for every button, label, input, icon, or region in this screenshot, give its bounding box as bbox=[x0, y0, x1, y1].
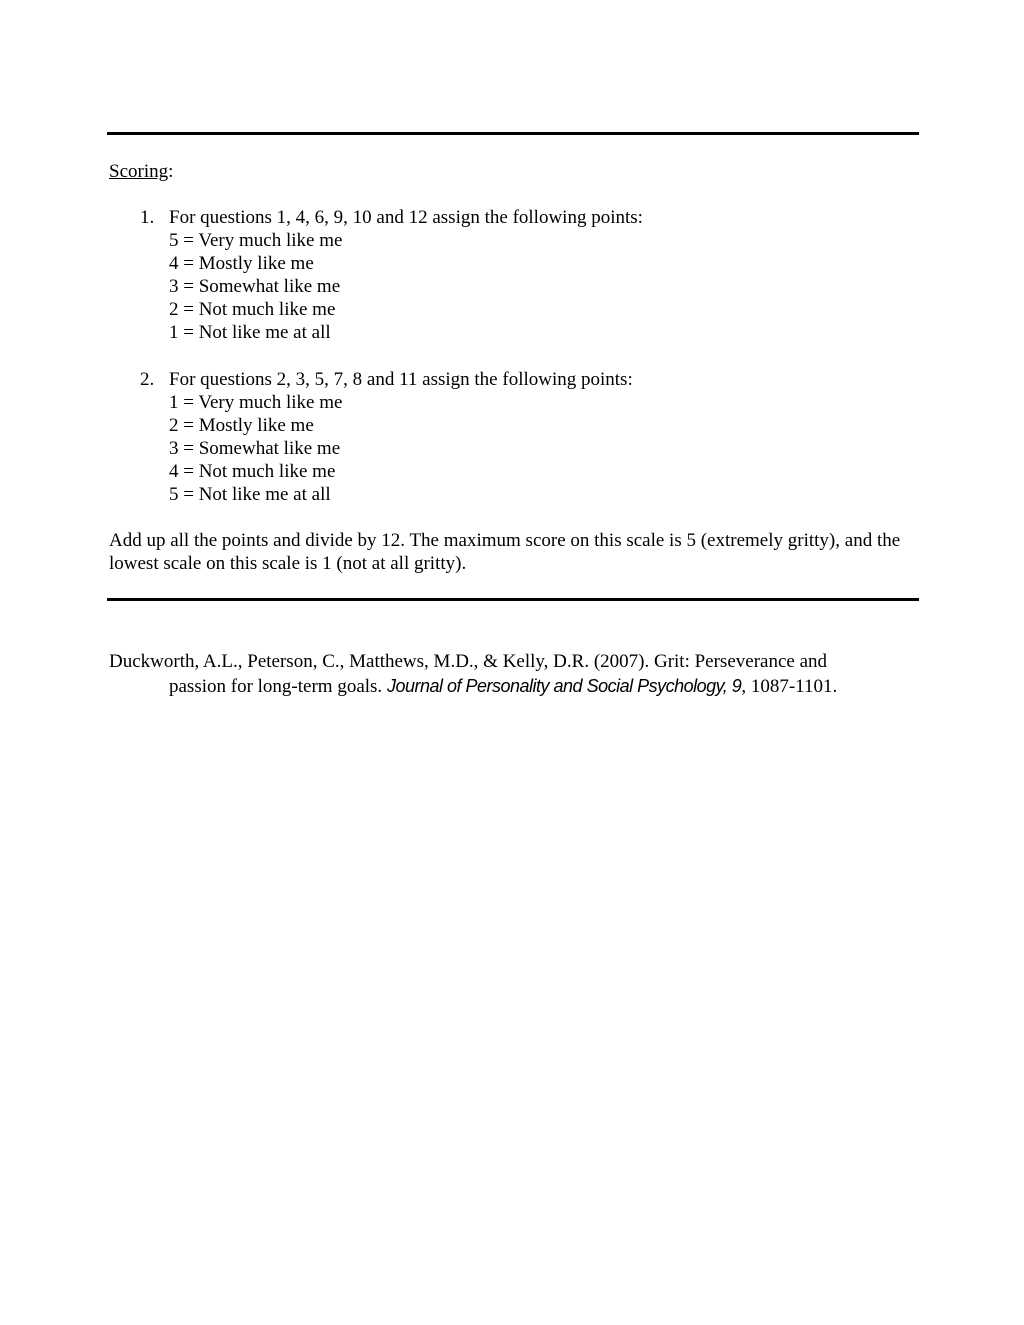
list-number: 1. bbox=[140, 207, 155, 228]
scoring-item-1 bbox=[109, 206, 909, 344]
scoring-heading-colon: : bbox=[168, 161, 174, 182]
point-value-text: 2 = Not much like me bbox=[169, 299, 336, 320]
point-row bbox=[109, 275, 909, 298]
point-value-text: 3 = Somewhat like me bbox=[169, 438, 341, 459]
point-row bbox=[109, 483, 909, 506]
scoring-item-instruction: For questions 2, 3, 5, 7, 8 and 11 assign the following points: bbox=[169, 369, 633, 390]
reference-authors-line: Duckworth, A.L., Peterson, C., Matthews, M.D., & Kelly, D.R. (2007). Grit: Perseverance and bbox=[109, 651, 828, 672]
reference-pages: , 1087-1101. bbox=[741, 676, 838, 697]
bottom-divider bbox=[107, 598, 919, 601]
list-number: 2. bbox=[140, 369, 155, 390]
point-row bbox=[109, 437, 909, 460]
scoring-summary: Add up all the points and divide by 12. The maximum score on this scale is 5 (extremely gritty), and the lowest scale on this scale is 1 (not at all gritty). bbox=[109, 530, 901, 574]
reference-citation bbox=[109, 649, 899, 699]
reference-title-continuation: passion for long-term goals. bbox=[169, 676, 387, 697]
point-value-text: 5 = Very much like me bbox=[169, 230, 343, 251]
point-value-text: 5 = Not like me at all bbox=[169, 484, 331, 505]
point-row bbox=[109, 321, 909, 344]
reference-title-line bbox=[109, 674, 899, 699]
scoring-item-2-instruction-line bbox=[109, 368, 909, 391]
scoring-item-2 bbox=[109, 368, 909, 506]
point-value-text: 3 = Somewhat like me bbox=[169, 276, 341, 297]
scoring-heading-label: Scoring bbox=[109, 161, 169, 182]
point-value-text: 1 = Not like me at all bbox=[169, 322, 331, 343]
point-value-text: 2 = Mostly like me bbox=[169, 415, 314, 436]
point-row bbox=[109, 414, 909, 437]
reference-journal: Journal of Personality and Social Psychology, 9 bbox=[386, 676, 742, 696]
point-value-text: 4 = Not much like me bbox=[169, 461, 336, 482]
point-value-text: 1 = Very much like me bbox=[169, 392, 343, 413]
point-row bbox=[109, 460, 909, 483]
point-row bbox=[109, 252, 909, 275]
scoring-item-instruction: For questions 1, 4, 6, 9, 10 and 12 assign the following points: bbox=[169, 207, 643, 228]
point-row bbox=[109, 229, 909, 252]
scoring-item-1-instruction-line bbox=[109, 206, 909, 229]
top-divider bbox=[107, 132, 919, 135]
point-row bbox=[109, 391, 909, 414]
point-value-text: 4 = Mostly like me bbox=[169, 253, 314, 274]
point-row bbox=[109, 298, 909, 321]
scoring-heading bbox=[109, 160, 173, 183]
